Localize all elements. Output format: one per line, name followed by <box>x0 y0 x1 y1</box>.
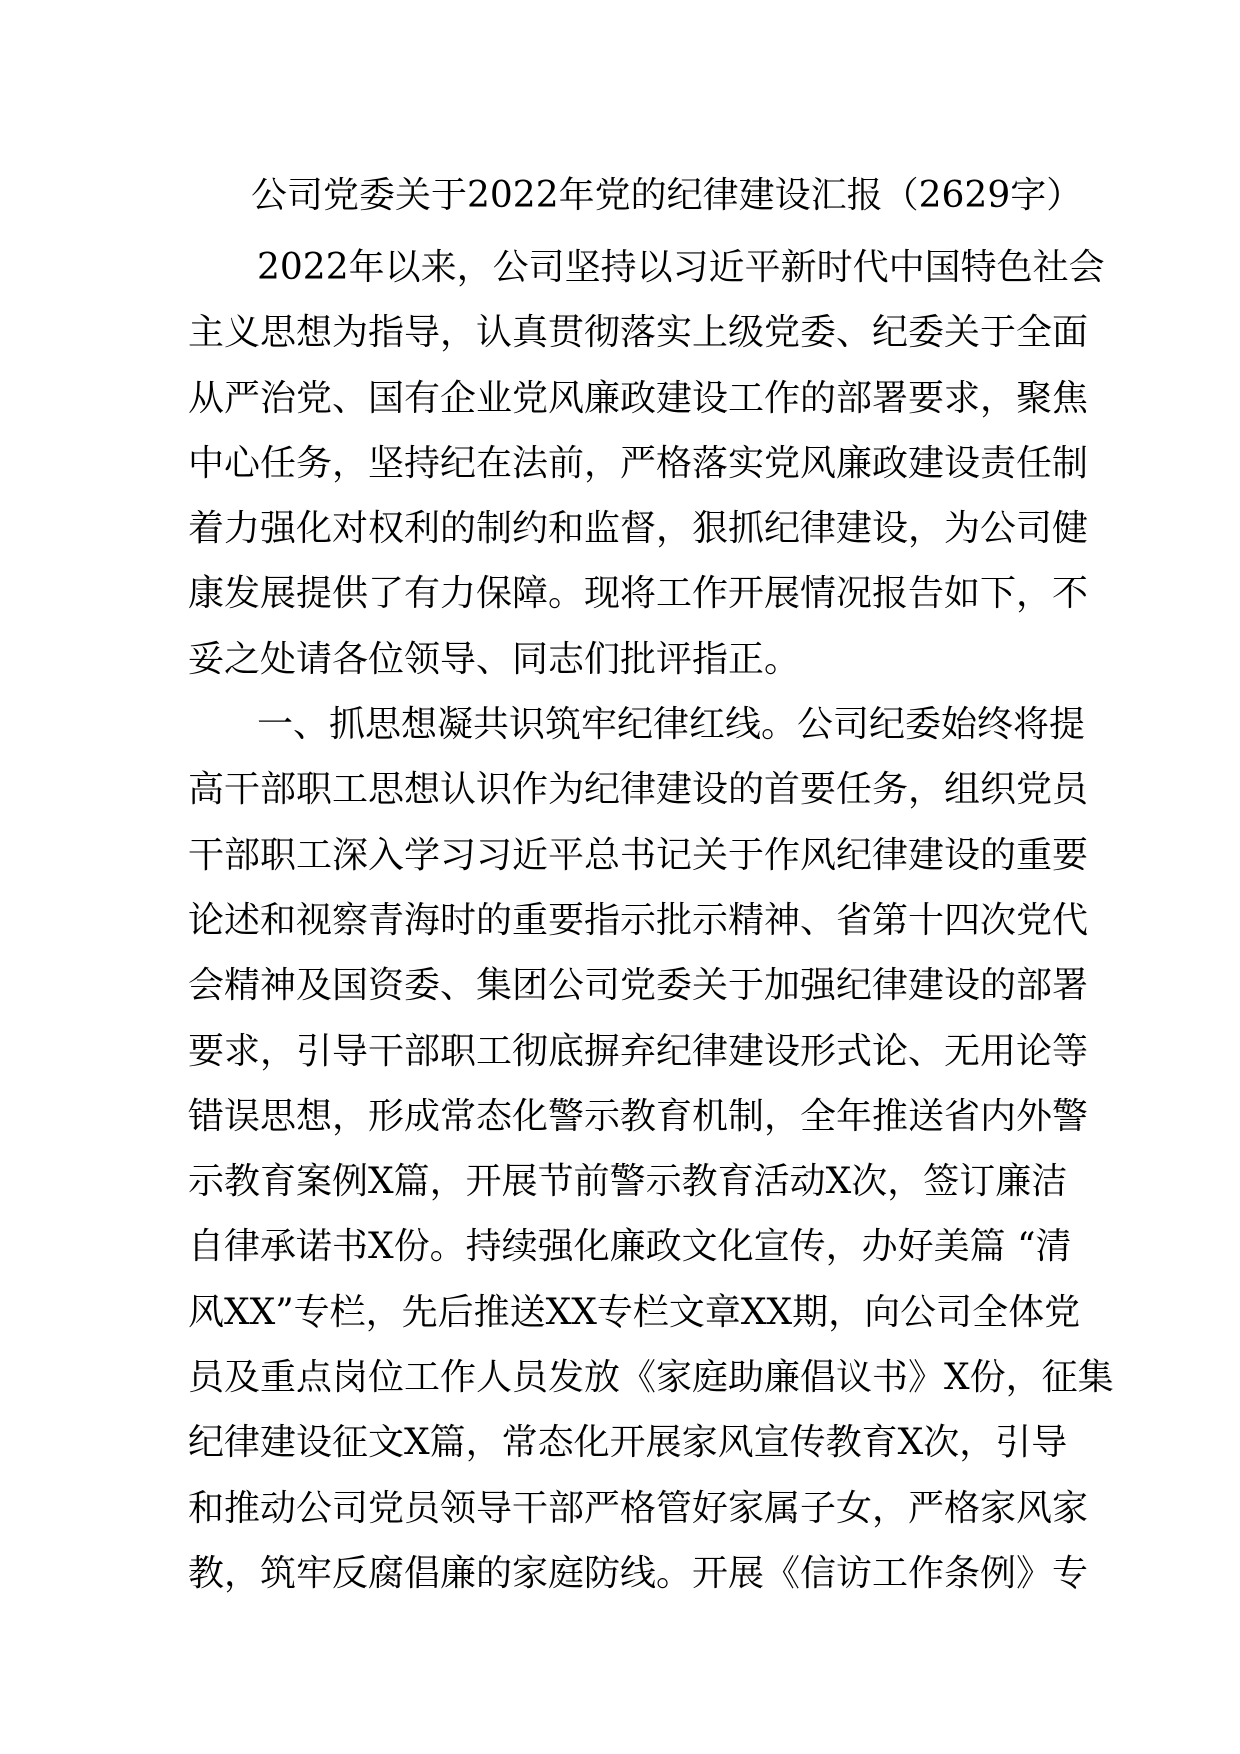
paragraph-line: 和推动公司党员领导干部严格管好家属子女，严格家风家 <box>188 1487 1089 1529</box>
paragraph-line: 纪律建设征文X篇，常态化开展家风宣传教育X次，引导 <box>188 1422 1068 1464</box>
paragraph-line: 一、抓思想凝共识筑牢纪律红线。公司纪委始终将提 <box>257 704 1086 746</box>
paragraph-line: 高干部职工思想认识作为纪律建设的首要任务，组织党员 <box>188 769 1089 811</box>
paragraph-line: 要求，引导干部职工彻底摒弃纪律建设形式论、无用论等 <box>188 1030 1089 1072</box>
document-body <box>188 235 1114 1606</box>
paragraph-line: 2022年以来，公司坚持以习近平新时代中国特色社会 <box>257 247 1105 288</box>
paragraph-line: 错误思想，形成常态化警示教育机制，全年推送省内外警 <box>188 1095 1089 1137</box>
paragraph-line: 会精神及国资委、集团公司党委关于加强纪律建设的部署 <box>188 965 1089 1007</box>
paragraph-line: 主义思想为指导，认真贯彻落实上级党委、纪委关于全面 <box>188 312 1089 354</box>
paragraph-line: 从严治党、国有企业党风廉政建设工作的部署要求，聚焦 <box>188 377 1089 419</box>
paragraph-line: 着力强化对权利的制约和监督，狠抓纪律建设，为公司健 <box>188 508 1089 550</box>
paragraph-line: 教，筑牢反腐倡廉的家庭防线。开展《信访工作条例》专 <box>188 1552 1089 1594</box>
paragraph-line: 风XX”专栏，先后推送XX专栏文章XX期，向公司全体党 <box>188 1291 1081 1333</box>
paragraph-line: 自律承诺书X份。持续强化廉政文化宣传，办好美篇 “清 <box>188 1226 1072 1268</box>
paragraph-line: 示教育案例X篇，开展节前警示教育活动X次，签订廉洁 <box>188 1161 1068 1203</box>
paragraph-line: 康发展提供了有力保障。现将工作开展情况报告如下，不 <box>188 573 1089 615</box>
paragraph-line: 员及重点岗位工作人员发放《家庭助廉倡议书》X份，征集 <box>188 1357 1114 1399</box>
document-title: 公司党委关于2022年党的纪律建设汇报（2629字） <box>251 175 1083 216</box>
paragraph-line: 妥之处请各位领导、同志们批评指正。 <box>188 638 801 680</box>
paragraph-line: 中心任务，坚持纪在法前，严格落实党风廉政建设责任制 <box>188 442 1089 484</box>
paragraph-line: 干部职工深入学习习近平总书记关于作风纪律建设的重要 <box>188 834 1089 876</box>
paragraph-line: 论述和视察青海时的重要指示批示精神、省第十四次党代 <box>188 899 1089 941</box>
